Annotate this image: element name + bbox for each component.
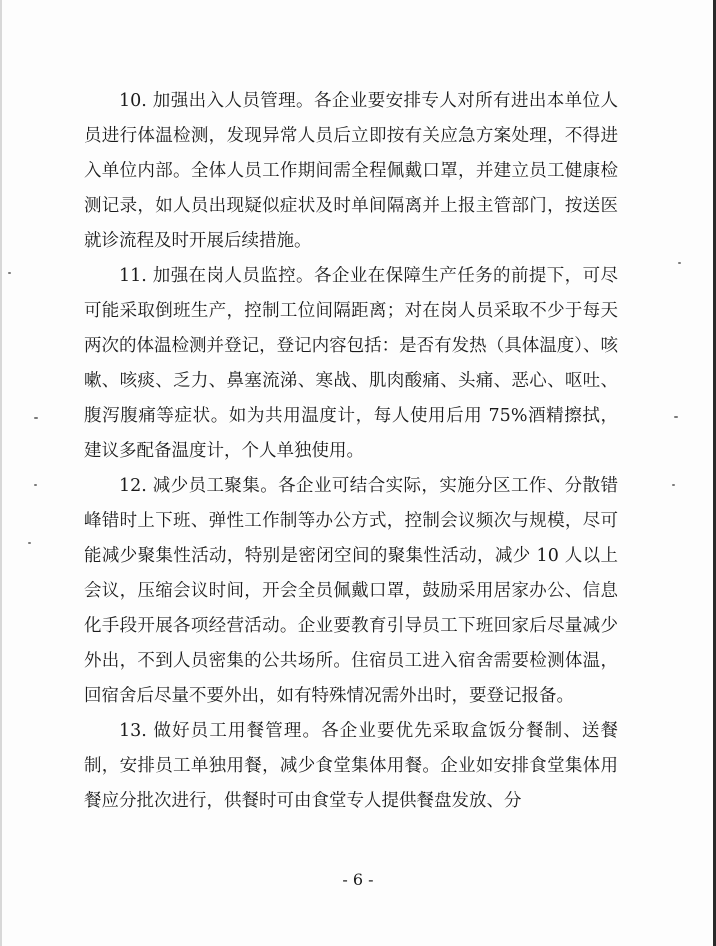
scan-speck — [678, 262, 681, 264]
scan-speck — [674, 416, 678, 418]
scan-edge-left — [0, 0, 2, 946]
paragraph-13: 13. 做好员工用餐管理。各企业要优先采取盒饭分餐制、送餐制，安排员工单独用餐，减少食堂集体用餐。企业如安排食堂集体用餐应分批次进行，供餐时可由食堂专人提供餐盘发放、分 — [84, 721, 618, 811]
paragraph-11: 11. 加强在岗人员监控。各企业在保障生产任务的前提下，可尽可能采取倒班生产，控制工位间隔距离；对在岗人员采取不少于每天两次的体温检测并登记，登记内容包括：是否有发热（具体温度）、咳嗽、咳痰、乏力、鼻塞流涕、寒战、肌肉酸痛、头痛、恶心、呕吐、腹泻腹痛等症状。如为共用温度计，每人使用后用 75%酒精擦拭，建议多配备温度计，个人单独使用。 — [84, 266, 618, 461]
paragraph-10: 10. 加强出入人员管理。各企业要安排专人对所有进出本单位人员进行体温检测，发现异常人员后立即按有关应急方案处理，不得进入单位内部。全体人员工作期间需全程佩戴口罩，并建立员工健康检测记录，如人员出现疑似症状及时单间隔离并上报主管部门，按送医就诊流程及时开展后续措施。 — [84, 91, 618, 251]
scan-speck — [28, 542, 31, 544]
scan-speck — [34, 484, 37, 486]
scan-speck — [34, 417, 38, 419]
page-number: - 6 - — [342, 870, 374, 889]
paragraph-12: 12. 减少员工聚集。各企业可结合实际，实施分区工作、分散错峰错时上下班、弹性工作制等办公方式，控制会议频次与规模，尽可能减少聚集性活动，特别是密闭空间的聚集性活动，减少 10 人以上会议，压缩会议时间，开会全员佩戴口罩，鼓励采用居家办公、信息化手段开展各项经营活动。企业要教育引导员工下班回家后尽量减少外出，不到人员密集的公共场所。住宿员工进入宿舍需要检测体温，回宿舍后尽量不要外出，如有特殊情况需外出时，要登记报备。 — [84, 476, 618, 706]
scan-speck — [672, 484, 675, 486]
body-text — [84, 84, 618, 819]
scan-speck — [8, 272, 11, 274]
